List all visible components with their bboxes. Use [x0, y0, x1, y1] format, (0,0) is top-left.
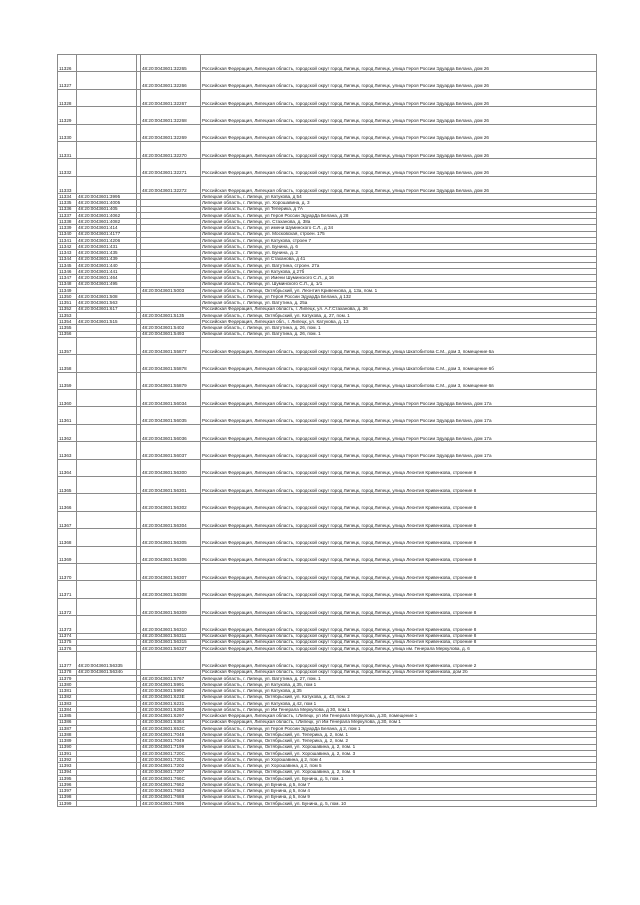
- cadastral-number-left-cell: 48:20:0043601:495: [77, 281, 137, 287]
- cadastral-number-left-cell: [77, 442, 137, 459]
- cadastral-number-cell: 48:20:0043601:56306: [141, 546, 201, 563]
- cadastral-number-left-cell: [77, 390, 137, 407]
- cadastral-number-left-cell: [77, 616, 137, 633]
- row-number-cell: 11399: [58, 800, 77, 806]
- row-number-cell: 11393: [58, 763, 77, 769]
- row-number-cell: 11398: [58, 794, 77, 800]
- address-cell: Российская Федерация, Липецкая обл., г. Липецк, ул. Катукова, д. 13: [201, 319, 597, 325]
- cadastral-number-left-cell: 48:20:0043601:4177: [77, 231, 137, 237]
- row-number-cell: 11343: [58, 250, 77, 256]
- cadastral-number-left-cell: 48:20:0043601:405: [77, 206, 137, 212]
- address-cell: Российская Федерация, Липецкая область, г.Липецк, ул Им Генерала Меркулова, д.30, помещение 1: [201, 713, 597, 719]
- address-cell: Липецкая область, г. Липецк, ул Катукова, д 35: [201, 688, 597, 694]
- registry-table-sheet: [57, 54, 597, 807]
- address-cell: Липецкая область, г. Липецк, Октябрьский, ул. Катукова, д. 43, пом. 2: [201, 694, 597, 700]
- row-number-cell: 11371: [58, 581, 77, 598]
- cadastral-number-left-cell: 48:20:0043601:617: [77, 306, 137, 312]
- address-cell: Российская Федерация, Липецкая область, городской округ город Липецк, город Липецк, улица Героя России Эдуарда Белана, дом 26: [201, 159, 597, 176]
- table-row: [58, 652, 597, 669]
- table-row: [58, 598, 597, 615]
- cadastral-number-cell: 48:20:0043601:5767: [141, 675, 201, 681]
- cadastral-number-cell: [141, 652, 201, 669]
- row-number-cell: 11360: [58, 390, 77, 407]
- cadastral-number-left-cell: 48:20:0043601:431: [77, 244, 137, 250]
- cadastral-number-cell: 48:20:0043601:56311: [141, 633, 201, 639]
- address-cell: Липецкая область, г. Липецк, ул имени Шуминского С.Л., д 34: [201, 225, 597, 231]
- table-row: [58, 107, 597, 124]
- row-number-cell: 11332: [58, 159, 77, 176]
- cadastral-number-left-cell: [77, 424, 137, 441]
- address-cell: Российская Федерация, Липецкая область, городской округ город Липецк, город Липецк, улица Шкатобитова С.М., дом 3, помещение 6б: [201, 355, 597, 372]
- address-cell: Липецкая область, г. Липецк, ул. Ватутина, д. 26, пом. 1: [201, 325, 597, 331]
- row-number-cell: 11338: [58, 219, 77, 225]
- cadastral-number-cell: 48:20:0043601:5135: [141, 312, 201, 318]
- cadastral-number-left-cell: 48:20:0043601:508: [77, 294, 137, 300]
- address-cell: Липецкая область, г. Липецк, ул Катукова, д 54: [201, 194, 597, 200]
- address-cell: Липецкая область, г. Липецк, ул. Бунина, д. 6: [201, 244, 597, 250]
- cadastral-number-cell: 48:20:0043601:5402: [141, 325, 201, 331]
- address-cell: Липецкая область, г. Липецк, ул Катукова, строен 7: [201, 237, 597, 243]
- row-number-cell: 11347: [58, 275, 77, 281]
- row-number-cell: 11329: [58, 107, 77, 124]
- table-row: [58, 424, 597, 441]
- address-cell: Российская Федерация, Липецкая область, городской округ город Липецк, город Липецк, улица Героя России Эдуарда Белана, дом 26: [201, 89, 597, 106]
- row-number-cell: 11391: [58, 750, 77, 756]
- address-cell: Липецкая область, г. Липецк, ул Теперика, д 7А: [201, 206, 597, 212]
- cadastral-number-cell: 48:20:0043601:32270: [141, 141, 201, 158]
- cadastral-number-left-cell: [77, 546, 137, 563]
- cadastral-number-left-cell: 48:20:0043601:414: [77, 225, 137, 231]
- cadastral-number-cell: 48:20:0043601:6297: [141, 713, 201, 719]
- table-row: [58, 581, 597, 598]
- cadastral-number-cell: 48:20:0043601:7202: [141, 763, 201, 769]
- row-number-cell: 11383: [58, 700, 77, 706]
- cadastral-number-cell: 48:20:0043601:653С: [141, 725, 201, 731]
- cadastral-number-cell: 48:20:0043601:56037: [141, 442, 201, 459]
- row-number-cell: 11333: [58, 176, 77, 193]
- address-cell: Российская Федерация, Липецкая область, городской округ город Липецк, город Липецк, улица Леонтия Кривенкова, строение 2: [201, 652, 597, 669]
- table-row: [58, 141, 597, 158]
- cadastral-number-cell: 48:20:0043601:766С: [141, 775, 201, 781]
- row-number-cell: 11335: [58, 200, 77, 206]
- row-number-cell: 11364: [58, 459, 77, 476]
- table-row: [58, 616, 597, 633]
- table-row: [58, 511, 597, 528]
- cadastral-number-left-cell: [77, 459, 137, 476]
- row-number-cell: 11328: [58, 89, 77, 106]
- registry-table-body: [58, 55, 597, 807]
- row-number-cell: 11346: [58, 269, 77, 275]
- row-number-cell: 11380: [58, 682, 77, 688]
- row-number-cell: 11356: [58, 331, 77, 337]
- cadastral-number-cell: 48:20:0043601:55878: [141, 355, 201, 372]
- address-cell: Липецкая область, г. Липецк, ул. Ватутина, строен. 27а: [201, 262, 597, 268]
- address-cell: Липецкая область, г. Липецк, Октябрьский, ул. Бунина, д. 5, пом. 10: [201, 800, 597, 806]
- cadastral-number-left-cell: [77, 124, 137, 141]
- table-row: [58, 124, 597, 141]
- cadastral-number-cell: 48:20:0043601:7662: [141, 782, 201, 788]
- cadastral-number-cell: 48:20:0043601:7695: [141, 800, 201, 806]
- address-cell: Российская Федерация, Липецкая область, городской округ город Липецк, город Липецк, улица Героя России Эдуарда Белана, дом 26: [201, 107, 597, 124]
- address-cell: Российская Федерация, Липецкая область, городской округ город Липецк, город Липецк, улица Героя России Эдуарда Белана, дом 26: [201, 72, 597, 89]
- row-number-cell: 11355: [58, 325, 77, 331]
- cadastral-number-left-cell: 48:20:0043601:441: [77, 269, 137, 275]
- cadastral-number-cell: 48:20:0043601:7048: [141, 732, 201, 738]
- row-number-cell: 11397: [58, 788, 77, 794]
- row-number-cell: 11330: [58, 124, 77, 141]
- address-cell: Российская Федерация, Липецкая область, городской округ город Липецк, город Липецк, улица Леонтия Кривенкова, строение 8: [201, 494, 597, 511]
- row-number-cell: 11394: [58, 769, 77, 775]
- address-cell: Липецкая область, г. Липецк, ул. Ватутина, д. 25а: [201, 300, 597, 306]
- table-row: [58, 337, 597, 354]
- address-cell: Российская Федерация, Липецкая область, городской округ город Липецк, город Липецк, улица Леонтия Кривенкова, строение 8: [201, 477, 597, 494]
- table-row: [58, 72, 597, 89]
- row-number-cell: 11361: [58, 407, 77, 424]
- row-number-cell: 11348: [58, 281, 77, 287]
- cadastral-number-cell: 48:20:0043601:32267: [141, 89, 201, 106]
- row-number-cell: 11392: [58, 757, 77, 763]
- row-number-cell: 11341: [58, 237, 77, 243]
- table-row: [58, 407, 597, 424]
- row-number-cell: 11370: [58, 563, 77, 580]
- address-cell: Липецкая область, г. Липецк, ул Им Генерала Меркулова, д 30, пом 1: [201, 707, 597, 713]
- cadastral-number-cell: 48:20:0043601:6231: [141, 700, 201, 706]
- table-row: [58, 459, 597, 476]
- row-number-cell: 11358: [58, 355, 77, 372]
- address-cell: Липецкая область, г. Липецк, ул Героя России ЭдуарДа Белана, д 28: [201, 212, 597, 218]
- address-cell: Липецкая область, г. Липецк, Октябрьский, ул. Хорошавина, д. 2, пом. 6: [201, 769, 597, 775]
- row-number-cell: 11327: [58, 72, 77, 89]
- row-number-cell: 11340: [58, 231, 77, 237]
- cadastral-number-cell: 48:20:0043601:56035: [141, 407, 201, 424]
- address-cell: Липецкая область, г. Липецк, ул Хорошавина, д 2, пом 5: [201, 763, 597, 769]
- cadastral-number-left-cell: [77, 800, 137, 806]
- cadastral-number-left-cell: [77, 372, 137, 389]
- address-cell: Российская Федерация, Липецкая область, городской округ город Липецк, город Липецк, улица Героя России Эдуарда Белана, дом 26: [201, 141, 597, 158]
- cadastral-number-left-cell: [77, 477, 137, 494]
- table-row: [58, 442, 597, 459]
- cadastral-number-left-cell: 48:20:0043601:435: [77, 250, 137, 256]
- address-cell: Липецкая область, г. Липецк, ул. Ватутина, д. 26, пом. 1: [201, 331, 597, 337]
- address-cell: Российская Федерация, Липецкая область, городской округ город Липецк, город Липецк, улица Героя России Эдуарда Белана, дом 17а: [201, 407, 597, 424]
- address-cell: Российская Федерация, Липецкая область, городской округ город Липецк, город Липецк, улица Героя России Эдуарда Белана, дом 26: [201, 55, 597, 72]
- row-number-cell: 11381: [58, 688, 77, 694]
- cadastral-number-cell: 48:20:0043601:32271: [141, 159, 201, 176]
- address-cell: Липецкая область, г. Липецк, ул Героя России ЭдуарДа Белана, д 132: [201, 294, 597, 300]
- address-cell: Липецкая область, г. Липецк, Октябрьский, ул. Теперика, д. 2, пом. 2: [201, 738, 597, 744]
- cadastral-number-cell: 48:20:0043601:720С: [141, 750, 201, 756]
- cadastral-number-cell: 48:20:0043601:32265: [141, 55, 201, 72]
- row-number-cell: 11376: [58, 646, 77, 652]
- address-cell: Российская Федерация, Липецкая область, городской округ город Липецк, город Липецк, улица Шкатобитова С.М., дом 3, помещение 6в: [201, 372, 597, 389]
- cadastral-number-left-cell: 48:20:0043601:515: [77, 319, 137, 325]
- row-number-cell: 11369: [58, 546, 77, 563]
- cadastral-number-cell: 48:20:0043601:32268: [141, 107, 201, 124]
- row-number-cell: 11345: [58, 262, 77, 268]
- cadastral-number-cell: 48:20:0043601:56304: [141, 511, 201, 528]
- cadastral-number-left-cell: [77, 141, 137, 158]
- address-cell: Российская Федерация, Липецкая область, городской округ город Липецк, город Липецк, улица Героя России Эдуарда Белана, дом 26: [201, 176, 597, 193]
- cadastral-number-left-cell: [77, 407, 137, 424]
- cadastral-number-left-cell: 48:20:0043601:3995: [77, 194, 137, 200]
- row-number-cell: 11367: [58, 511, 77, 528]
- cadastral-number-left-cell: 48:20:0043601:563: [77, 300, 137, 306]
- address-cell: Российская Федерация, Липецкая область, городской округ город Липецк, город Липецк, улица Леонтия Кривенкова, строение 8: [201, 598, 597, 615]
- row-number-cell: 11374: [58, 633, 77, 639]
- cadastral-number-cell: 48:20:0043601:55879: [141, 372, 201, 389]
- cadastral-number-cell: 48:20:0043601:56301: [141, 477, 201, 494]
- cadastral-number-left-cell: 48:20:0043601:5634б: [77, 669, 137, 675]
- cadastral-number-cell: 48:20:0043601:6364: [141, 719, 201, 725]
- cadastral-number-cell: 48:20:0043601:5493: [141, 331, 201, 337]
- address-cell: Липецкая область, г. Липецк, ул Стаханова, д 41: [201, 256, 597, 262]
- address-cell: Липецкая область, г. Липецк, ул Хорошавина, д 2, пом 4: [201, 757, 597, 763]
- cadastral-number-cell: 48:20:0043601:32272: [141, 176, 201, 193]
- row-number-cell: 11334: [58, 194, 77, 200]
- row-number-cell: 11385: [58, 713, 77, 719]
- address-cell: Липецкая область, г. Липецк, ул. Московская, строен. 175: [201, 231, 597, 237]
- cadastral-number-left-cell: [77, 355, 137, 372]
- cadastral-number-cell: 48:20:0043601:7663: [141, 788, 201, 794]
- row-number-cell: 11373: [58, 616, 77, 633]
- row-number-cell: 11363: [58, 442, 77, 459]
- cadastral-number-left-cell: 48:20:0043601:440: [77, 262, 137, 268]
- cadastral-number-left-cell: [77, 159, 137, 176]
- address-cell: Российская Федерация, Липецкая область, городской округ город Липецк, город Липецк, улица Леонтия Кривенкова, строение 8: [201, 459, 597, 476]
- cadastral-number-left-cell: 48:20:0043601:4206: [77, 237, 137, 243]
- row-number-cell: 11378: [58, 669, 77, 675]
- address-cell: Липецкая область, г. Липецк, ул Бунина, д 5, пом 7: [201, 782, 597, 788]
- cadastral-number-cell: 48:20:0043601:56305: [141, 529, 201, 546]
- address-cell: Липецкая область, г. Липецк, Октябрьский, ул. Теперика, д. 2, пом. 1: [201, 732, 597, 738]
- address-cell: Липецкая область, г. Липецк, ул Бунина, д 5, пом 9: [201, 794, 597, 800]
- row-number-cell: 11362: [58, 424, 77, 441]
- row-number-cell: 11368: [58, 529, 77, 546]
- address-cell: Липецкая область, г. Липецк, ул Имени Шуминского С.Л., д 16: [201, 275, 597, 281]
- cadastral-number-cell: 48:20:0043601:56315: [141, 639, 201, 645]
- table-row: [58, 477, 597, 494]
- row-number-cell: 11375: [58, 639, 77, 645]
- row-number-cell: 11353: [58, 312, 77, 318]
- address-cell: Липецкая область, г. Липецк, ул Катукова, д 35, пом 1: [201, 682, 597, 688]
- cadastral-number-left-cell: 48:20:0043601:4005: [77, 200, 137, 206]
- cadastral-number-left-cell: [77, 176, 137, 193]
- cadastral-number-left-cell: 48:20:0043601:464: [77, 275, 137, 281]
- address-cell: Липецкая область, г. Липецк, ул Бунина, д 5, пом 4: [201, 788, 597, 794]
- row-number-cell: 11396: [58, 782, 77, 788]
- cadastral-number-cell: 48:20:0043601:56310: [141, 616, 201, 633]
- address-cell: Липецкая область, г. Липецк, ул. Ватутина, д. 27, пом. 1: [201, 675, 597, 681]
- row-number-cell: 11357: [58, 337, 77, 354]
- cadastral-number-cell: 48:20:0043601:32266: [141, 72, 201, 89]
- table-row: [58, 355, 597, 372]
- table-row: [58, 390, 597, 407]
- cadastral-number-left-cell: [77, 511, 137, 528]
- address-cell: Российская Федерация, Липецкая область, городской округ город Липецк, город Липецк, улица Леонтия Кривенкова, строение 8: [201, 546, 597, 563]
- cadastral-number-cell: 48:20:0043601:56036: [141, 424, 201, 441]
- row-number-cell: 11344: [58, 256, 77, 262]
- row-number-cell: 11352: [58, 306, 77, 312]
- cadastral-number-left-cell: [77, 563, 137, 580]
- cadastral-number-cell: 48:20:0043601:56308: [141, 581, 201, 598]
- address-cell: Российская Федерация, Липецкая область, городской округ город Липецк, город Липецк, улица Леонтия Кривенкова, строение 8: [201, 529, 597, 546]
- cadastral-number-cell: 48:20:0043601:56307: [141, 563, 201, 580]
- address-cell: Российская Федерация, Липецкая область, городской округ город Липецк, город Липецк, улица Леонтия Кривенкова, дом 2б: [201, 669, 597, 675]
- row-number-cell: 11387: [58, 725, 77, 731]
- row-number-cell: 11366: [58, 494, 77, 511]
- address-cell: Липецкая область, г. Липецк, Октябрьский, ул. Бунина, д. 5, пом. 1: [201, 775, 597, 781]
- row-number-cell: 11342: [58, 244, 77, 250]
- row-number-cell: 11386: [58, 719, 77, 725]
- cadastral-number-cell: 48:20:0043601:7199: [141, 744, 201, 750]
- cadastral-number-cell: 48:20:0043601:56300: [141, 459, 201, 476]
- row-number-cell: 11382: [58, 694, 77, 700]
- address-cell: Российская Федерация, Липецкая область, городской округ город Липецк, город Липецк, улица Шкатобитова С.М., дом 3, помещение 6а: [201, 337, 597, 354]
- address-cell: Липецкая область, г. Липецк, Октябрьский, ул. Хорошавина, д. 2, пом. 3: [201, 750, 597, 756]
- address-cell: Липецкая область, г. Липецк, Октябрьский, ул. Катукова, д. 27, пом. 1: [201, 312, 597, 318]
- address-cell: Российская Федерация, Липецкая область, городской округ город Липецк, город Липецк, улица Героя России Эдуарда Белана, дом 17а: [201, 390, 597, 407]
- row-number-cell: 11349: [58, 287, 77, 293]
- row-number-cell: 11336: [58, 206, 77, 212]
- row-number-cell: 11390: [58, 744, 77, 750]
- address-cell: Липецкая область, г. Липецк, ул. Хорошавина, д. 3: [201, 200, 597, 206]
- row-number-cell: 11339: [58, 225, 77, 231]
- address-cell: Российская Федерация, Липецкая область, городской округ город Липецк, город Липецк, улица Леонтия Кривенкова, строение 8: [201, 511, 597, 528]
- address-cell: Липецкая область, г. Липецк, Октябрьский, ул. Леонтия Кривенкова, д. 13а, пом. 1: [201, 287, 597, 293]
- table-row: [58, 176, 597, 193]
- cadastral-number-left-cell: 48:20:0043601:56335: [77, 652, 137, 669]
- table-row: [58, 529, 597, 546]
- row-number-cell: 11365: [58, 477, 77, 494]
- cadastral-number-cell: 48:20:0043601:56034: [141, 390, 201, 407]
- table-row: [58, 55, 597, 72]
- cadastral-number-left-cell: [77, 337, 137, 354]
- cadastral-number-left-cell: [77, 581, 137, 598]
- table-row: [58, 159, 597, 176]
- cadastral-number-left-cell: [77, 107, 137, 124]
- cadastral-number-cell: 48:20:0043601:7201: [141, 757, 201, 763]
- cadastral-number-cell: 48:20:0043601:56302: [141, 494, 201, 511]
- cadastral-number-cell: 48:20:0043601:5003: [141, 287, 201, 293]
- address-cell: Российская Федерация, Липецкая область, городской округ город Липецк, город Липецк, улица Леонтия Кривенкова, строение 8: [201, 639, 597, 645]
- address-cell: Липецкая область, г. Липецк, ул Героя России ЭдуарДа Белана, д 2, пом 1: [201, 725, 597, 731]
- table-row: [58, 800, 597, 806]
- table-row: [58, 546, 597, 563]
- row-number-cell: 11372: [58, 598, 77, 615]
- address-cell: Российская Федерация, Липецкая область, городской округ город Липецк, город Липецк, улица Леонтия Кривенкова, строение 8: [201, 616, 597, 633]
- address-cell: Липецкая область, г. Липецк, ул. Бунина, д. 2: [201, 250, 597, 256]
- row-number-cell: 11351: [58, 300, 77, 306]
- address-cell: Российская Федерация, Липецкая область, городской округ город Липецк, город Липецк, улица Героя России Эдуарда Белана, дом 26: [201, 124, 597, 141]
- row-number-cell: 11326: [58, 55, 77, 72]
- cadastral-number-cell: 48:20:0043601:55877: [141, 337, 201, 354]
- address-cell: Липецкая область, г. Липецк, ул. Шуминского С.Л., д. 1/1: [201, 281, 597, 287]
- cadastral-number-cell: 48:20:0043601:623Е: [141, 694, 201, 700]
- row-number-cell: 11350: [58, 294, 77, 300]
- cadastral-number-left-cell: [77, 72, 137, 89]
- row-number-cell: 11389: [58, 738, 77, 744]
- cadastral-number-cell: 48:20:0043601:6260: [141, 707, 201, 713]
- address-cell: Российская Федерация, Липецкая область, городской округ город Липецк, город Липецк, улица Леонтия Кривенкова, строение 8: [201, 633, 597, 639]
- table-row: [58, 372, 597, 389]
- cadastral-number-cell: 48:20:0043601:7207: [141, 769, 201, 775]
- address-cell: Липецкая область, г. Липецк, Октябрьский, ул. Хорошавина, д. 2, пом. 1: [201, 744, 597, 750]
- table-row: [58, 494, 597, 511]
- registry-table: [57, 54, 597, 807]
- row-number-cell: 11331: [58, 141, 77, 158]
- cadastral-number-left-cell: 48:20:0043601:4082: [77, 219, 137, 225]
- table-row: [58, 563, 597, 580]
- address-cell: Российская Федерация, Липецкая область, городской округ город Липецк, город Липецк, улица им. Генерала Меркулова, д. 6: [201, 646, 597, 652]
- address-cell: Российская Федерация, Липецкая область, городской округ город Липецк, город Липецк, улица Героя России Эдуарда Белана, дом 17а: [201, 442, 597, 459]
- cadastral-number-cell: 48:20:0043601:56327: [141, 646, 201, 652]
- address-cell: Липецкая область, г. Липецк, ул Катукова, д 27б: [201, 269, 597, 275]
- cadastral-number-left-cell: 48:20:0043601:4062: [77, 212, 137, 218]
- row-number-cell: 11388: [58, 732, 77, 738]
- cadastral-number-left-cell: [77, 55, 137, 72]
- address-cell: Российская Федерация, Липецкая область, г. Липецк, ул. А.Г.Стаханова, д. 36: [201, 306, 597, 312]
- cadastral-number-left-cell: [77, 598, 137, 615]
- row-number-cell: 11337: [58, 212, 77, 218]
- cadastral-number-cell: 48:20:0043601:7049: [141, 738, 201, 744]
- table-row: [58, 89, 597, 106]
- cadastral-number-cell: 48:20:0043601:5992: [141, 688, 201, 694]
- address-cell: Российская Федерация, Липецкая область, городской округ город Липецк, город Липецк, улица Героя России Эдуарда Белана, дом 17а: [201, 424, 597, 441]
- cadastral-number-cell: 48:20:0043601:56309: [141, 598, 201, 615]
- cadastral-number-left-cell: [77, 89, 137, 106]
- address-cell: Российская Федерация, Липецкая область, городской округ город Липецк, город Липецк, улица Леонтия Кривенкова, строение 8: [201, 581, 597, 598]
- row-number-cell: 11379: [58, 675, 77, 681]
- cadastral-number-left-cell: 48:20:0043601:439: [77, 256, 137, 262]
- address-cell: Российская Федерация, Липецкая область, г.Липецк, ул Им Генерала Меркулова, д.30, пом 1: [201, 719, 597, 725]
- row-number-cell: 11384: [58, 707, 77, 713]
- address-cell: Российская Федерация, Липецкая область, городской округ город Липецк, город Липецк, улица Леонтия Кривенкова, строение 8: [201, 563, 597, 580]
- cadastral-number-cell: 48:20:0043601:32269: [141, 124, 201, 141]
- address-cell: Липецкая область, г. Липецк, ул. Стаханова, д. 38а: [201, 219, 597, 225]
- row-number-cell: 11377: [58, 652, 77, 669]
- cadastral-number-left-cell: [77, 494, 137, 511]
- row-number-cell: 11359: [58, 372, 77, 389]
- cadastral-number-left-cell: [77, 529, 137, 546]
- cadastral-number-cell: 48:20:0043601:7688: [141, 794, 201, 800]
- row-number-cell: 11354: [58, 319, 77, 325]
- address-cell: Липецкая область, г. Липецк, ул Катукова, д 42, пом 1: [201, 700, 597, 706]
- row-number-cell: 11395: [58, 775, 77, 781]
- cadastral-number-cell: 48:20:0043601:5991: [141, 682, 201, 688]
